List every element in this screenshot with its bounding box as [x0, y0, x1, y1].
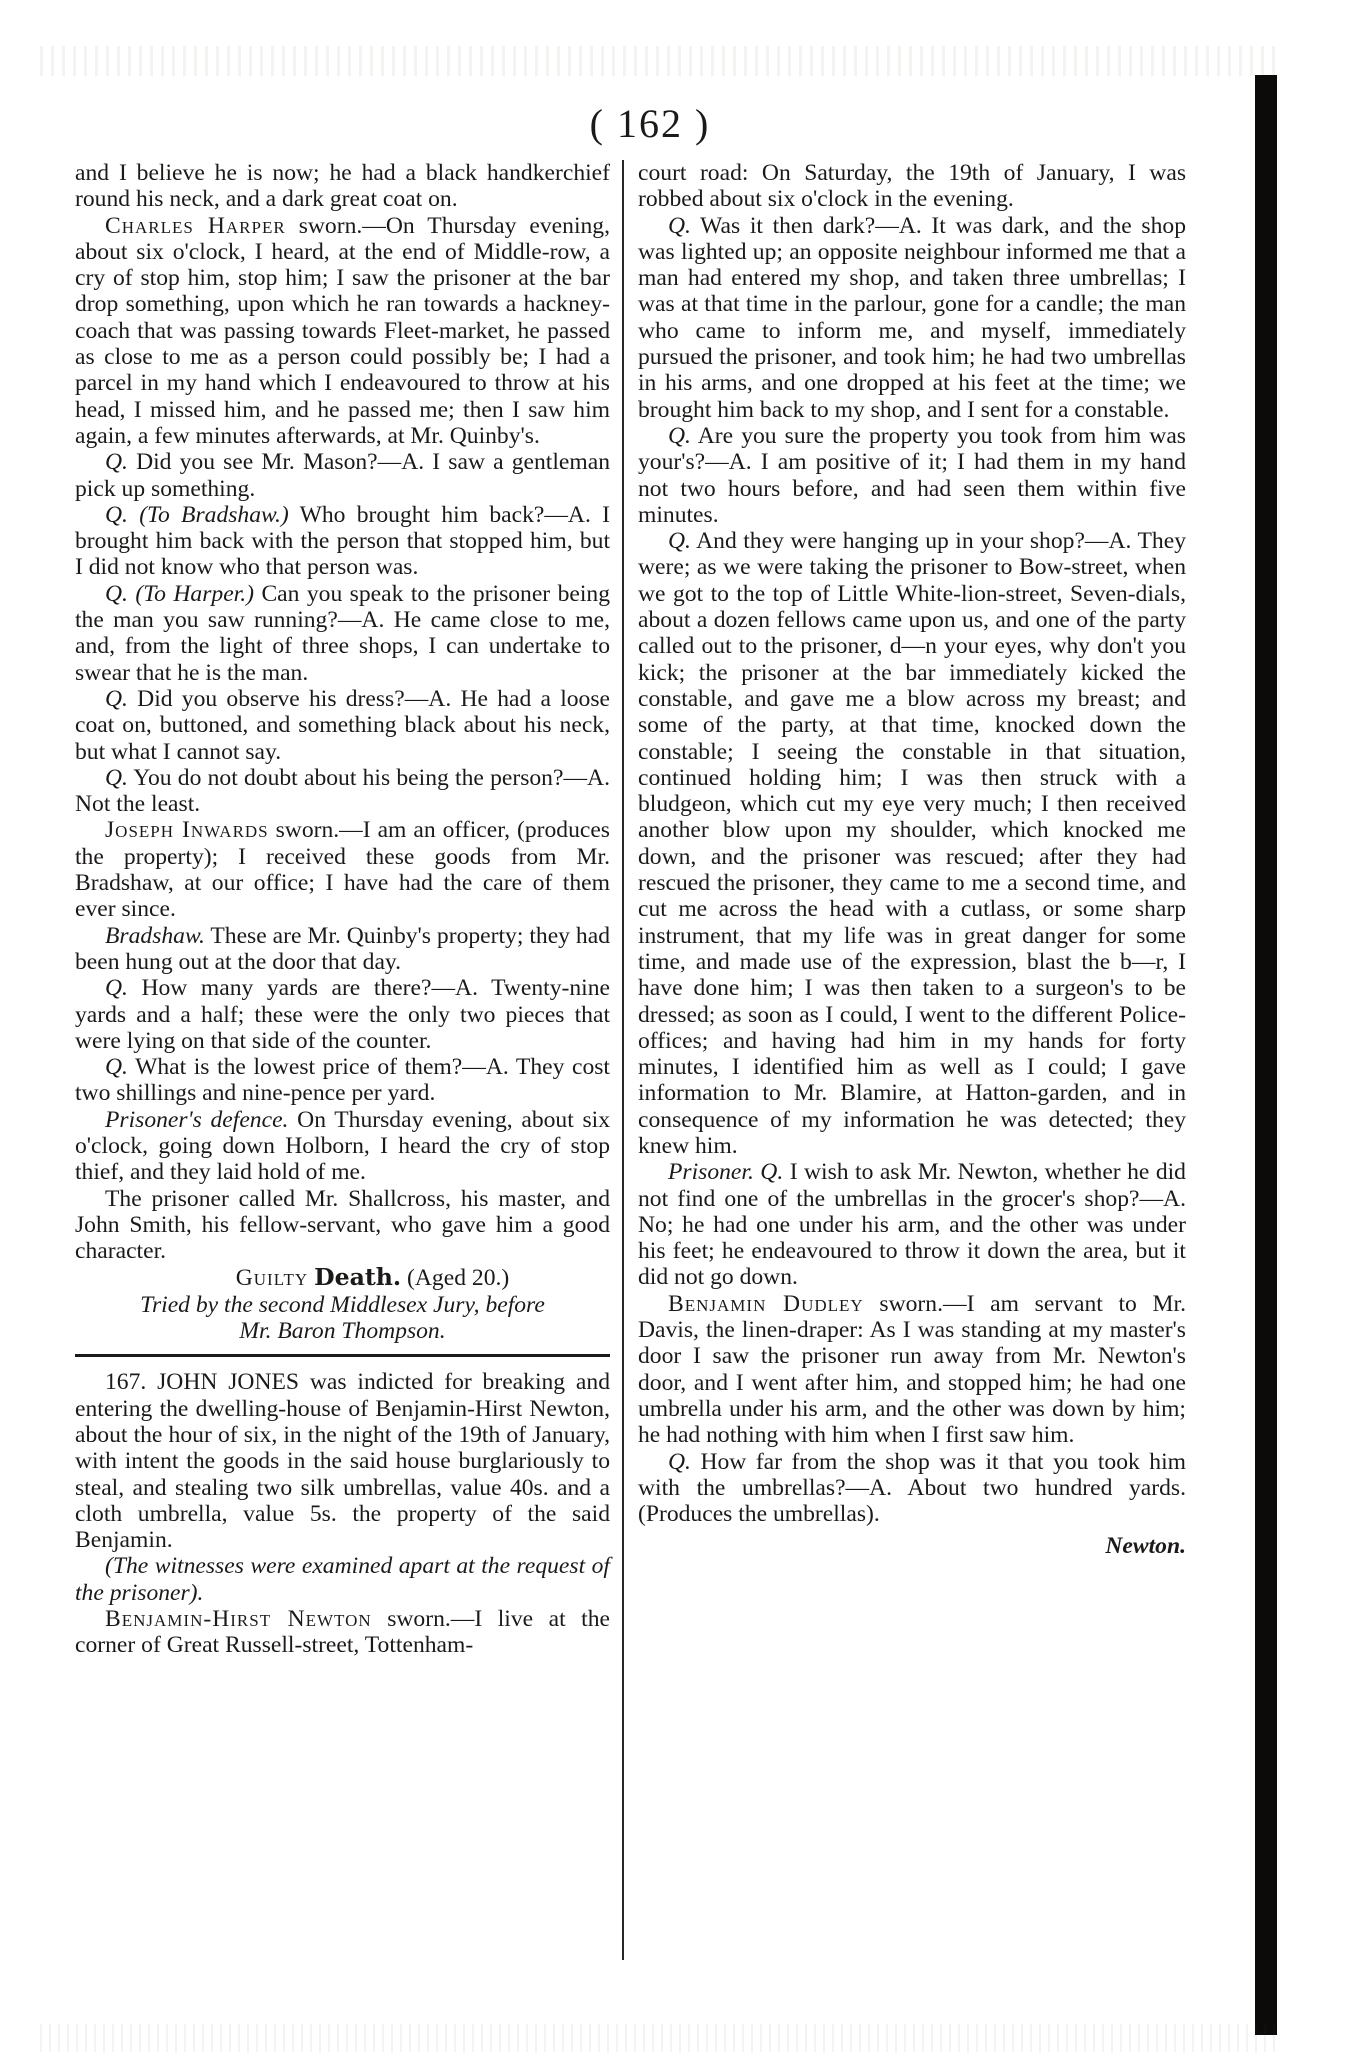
paragraph: Q. Was it then dark?—A. It was dark, and the shop was lighted up; an opposite neighbour informed me that a man had entered my shop, and taken three umbrellas; I was at that time in the parlour, gone for a candle; the man who came to inform me, and myself, immediately pursued the prisoner, and took him; he had two umbrellas in his arms, and one dropped at his feet at the time; we brought him back to my shop, and I sent for a constable. [638, 212, 1186, 423]
paragraph: Q. And they were hanging up in your shop?—A. They were; as we were taking the prisoner to Bow-street, when we got to the top of Little White-lion-street, Seven-dials, about a dozen fellows came upon us, and one of the party called out to the prisoner, d—n your eyes, why don't you kick; the prisoner at the bar immediately kicked the constable, and gave me a blow across my breast; and some of the party, at that time, knocked down the constable; I seeing the constable in that situation, continued holding him; I was then struck with a bludgeon, which cut my eye very much; I then received another blow upon my shoulder, which knocked me down, and the prisoner was rescued; after they had rescued the prisoner, they came to me a second time, and cut me across the head with a cutlass, or some sharp instrument, that my life was in great danger for some time, and made use of the expression, blast the b—r, I have done him; I was then taken to a surgeon's to be dressed; as soon as I could, I went to the different Police-offices; and having had him in my hands for forty minutes, I identified him as well as I could; I gave information to Mr. Blamire, at Hatton-garden, and in consequence of my information he was detected; they knew him. [638, 528, 1186, 1159]
tried-by: Tried by the second Middlesex Jury, before [140, 1291, 545, 1318]
paragraph: Q. How far from the shop was it that you took him with the umbrellas?—A. About two hundred yards. (Produces the umbrellas). [638, 1448, 1186, 1528]
paragraph: Q. Did you see Mr. Mason?—A. I saw a gentleman pick up something. [75, 449, 610, 502]
case-heading: 167. JOHN JONES was indicted for breaking and entering the dwelling-house of Benjamin-Hirst Newton, about the hour of six, in the night of the 19th of January, with intent the goods in the said house burglariously to steal, and stealing two silk umbrellas, value 40s. and a cloth umbrella, value 5s. the property of the said Benjamin. [75, 1369, 610, 1554]
paragraph: Prisoner's defence. On Thursday evening, about six o'clock, going down Holborn, I heard the cry of stop thief, and they laid hold of me. [75, 1106, 610, 1186]
scan-noise-top [40, 46, 1280, 76]
paragraph: (The witnesses were examined apart at the request of the prisoner). [75, 1553, 610, 1606]
left-column [75, 160, 610, 1659]
paragraph: and I believe he is now; he had a black handkerchief round his neck, and a dark great coat on. [75, 160, 610, 213]
paragraph: court road: On Saturday, the 19th of January, I was robbed about six o'clock in the evening. [638, 160, 1186, 213]
tried-judge: Mr. Baron Thompson. [239, 1318, 446, 1345]
paragraph: Q. What is the lowest price of them?—A. They cost two shillings and nine-pence per yard. [75, 1054, 610, 1107]
paragraph: Prisoner. Q. I wish to ask Mr. Newton, whether he did not find one of the umbrellas in the grocer's shop?—A. No; he had one under his arm, and the other was under his feet; he endeavoured to throw it down the area, but it did not go down. [638, 1159, 1186, 1291]
scan-noise-bottom [40, 2024, 1280, 2052]
case-separator [75, 1354, 610, 1357]
catchword: Newton. [1105, 1533, 1186, 1560]
paragraph: Q. (To Bradshaw.) Who brought him back?—A. I brought him back with the person that stopped him, but I did not know who that person was. [75, 501, 610, 581]
paragraph: Q. Did you observe his dress?—A. He had a loose coat on, buttoned, and something black about his neck, but what I cannot say. [75, 685, 610, 765]
paragraph: Benjamin-Hirst Newton sworn.—I live at the corner of Great Russell-street, Tottenham- [75, 1606, 610, 1659]
paragraph: Benjamin Dudley sworn.—I am servant to Mr. Davis, the linen-draper: As I was standing at my master's door I saw the prisoner run away from Mr. Newton's door, and I went after him, and stopped him; he had one umbrella under his arm, and the other was down by him; he had nothing with him when I first saw him. [638, 1290, 1186, 1449]
right-column [638, 160, 1186, 1560]
paragraph: Q. Are you sure the property you took from him was your's?—A. I am positive of it; I had them in my hand not two hours before, and had seen them within five minutes. [638, 422, 1186, 528]
paragraph: Q. You do not doubt about his being the person?—A. Not the least. [75, 764, 610, 818]
verdict: Guilty Death. (Aged 20.) [235, 1263, 510, 1292]
paragraph: Q. How many yards are there?—A. Twenty-nine yards and a half; these were the only two pieces that were lying on that side of the counter. [75, 975, 610, 1054]
paragraph: Charles Harper sworn.—On Thursday evening, about six o'clock, I heard, at the end of Middle-row, a cry of stop him, stop him; I saw the prisoner at the bar drop something, upon which he ran towards a hackney-coach that was passing towards Fleet-market, he passed as close to me as a person could possibly be; I had a parcel in my hand which I endeavoured to throw at his head, I missed him, and he passed me; then I saw him again, a few minutes afterwards, at Mr. Quinby's. [75, 212, 610, 449]
paragraph: Joseph Inwards sworn.—I am an officer, (produces the property); I received these goods from Mr. Bradshaw, at our office; I have had the care of them ever since. [75, 817, 610, 923]
paragraph: Bradshaw. These are Mr. Quinby's property; they had been hung out at the door that day. [75, 922, 610, 975]
paragraph: Q. (To Harper.) Can you speak to the prisoner being the man you saw running?—A. He came close to me, and, from the light of three shops, I can undertake to swear that he is the man. [75, 580, 611, 686]
paragraph: The prisoner called Mr. Shallcross, his master, and John Smith, his fellow-servant, who gave him a good character. [75, 1185, 610, 1265]
binding-edge-shadow [1255, 75, 1277, 2035]
column-rule [622, 160, 624, 1960]
page-number: ( 162 ) [589, 101, 711, 146]
